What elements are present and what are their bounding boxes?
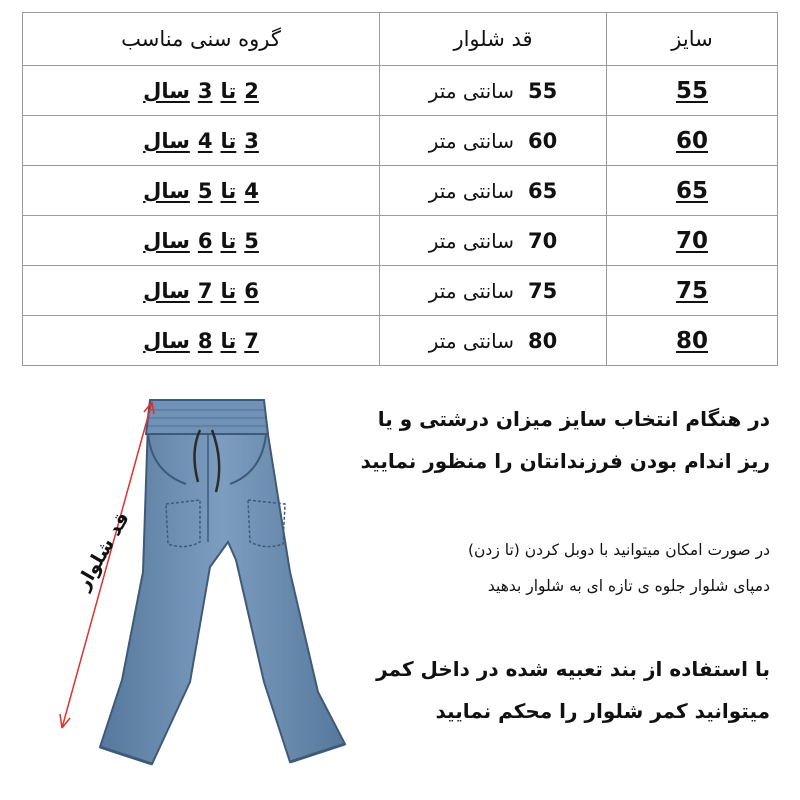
size-value: 70 (675, 227, 708, 254)
length-unit: سانتی متر (428, 278, 515, 303)
age-to-word: تا (220, 228, 237, 253)
age-unit: سال (143, 228, 190, 253)
size-value: 75 (675, 277, 708, 304)
age-to-word: تا (220, 128, 237, 153)
size-value: 55 (675, 77, 708, 104)
age-to: 4 (197, 128, 213, 153)
note-cuff-fold (468, 532, 770, 604)
age-cell (23, 116, 380, 166)
table-row (23, 316, 778, 366)
length-value: 70 (528, 228, 558, 253)
size-cell (607, 316, 778, 366)
note-size-selection (361, 398, 770, 482)
table-header-row (23, 13, 778, 66)
size-cell (607, 166, 778, 216)
length-cell (380, 216, 607, 266)
age-cell (23, 66, 380, 116)
table-row (23, 166, 778, 216)
age-from: 3 (244, 128, 259, 153)
note-line: دمپای شلوار جلوه ی تازه ای به شلوار بدهید (487, 577, 770, 595)
length-value: 80 (528, 328, 558, 353)
length-unit: سانتی متر (428, 328, 515, 353)
size-cell (607, 266, 778, 316)
age-unit: سال (143, 278, 190, 303)
age-unit: سال (143, 178, 190, 203)
table-body (23, 66, 778, 366)
length-unit: سانتی متر (428, 78, 515, 103)
note-line: میتوانید کمر شلوار را محکم نمایید (435, 699, 770, 723)
size-value: 65 (675, 177, 708, 204)
note-waist-drawstring (376, 648, 770, 732)
age-cell (23, 166, 380, 216)
header-age: گروه سنی مناسب (23, 13, 380, 66)
table-row (23, 116, 778, 166)
age-to-word: تا (220, 78, 237, 103)
age-to-word: تا (220, 328, 237, 353)
age-to-word: تا (220, 278, 237, 303)
header-size: سایز (607, 13, 778, 66)
age-cell (23, 216, 380, 266)
age-to: 8 (197, 328, 213, 353)
length-value: 60 (528, 128, 558, 153)
age-unit: سال (143, 78, 190, 103)
length-cell (380, 316, 607, 366)
age-from: 4 (244, 178, 259, 203)
size-cell (607, 216, 778, 266)
table-row (23, 266, 778, 316)
age-from: 6 (244, 278, 259, 303)
length-cell (380, 116, 607, 166)
age-from: 7 (244, 328, 259, 353)
length-unit: سانتی متر (428, 228, 515, 253)
waistband (146, 400, 268, 434)
table-row (23, 216, 778, 266)
size-cell (607, 116, 778, 166)
age-cell (23, 316, 380, 366)
length-cell (380, 266, 607, 316)
note-line: در صورت امکان میتوانید با دوبل کردن (تا زدن) (467, 541, 770, 559)
age-cell (23, 266, 380, 316)
length-unit: سانتی متر (428, 128, 515, 153)
size-value: 60 (675, 127, 708, 154)
length-cell (380, 66, 607, 116)
age-to: 5 (197, 178, 213, 203)
size-value: 80 (675, 327, 708, 354)
size-chart-table (22, 12, 778, 366)
size-cell (607, 66, 778, 116)
age-to: 3 (197, 78, 213, 103)
length-value: 55 (528, 78, 558, 103)
length-value: 65 (528, 178, 558, 203)
age-unit: سال (143, 328, 190, 353)
note-line: ریز اندام بودن فرزندانتان را منظور نمایید (360, 449, 770, 473)
age-to-word: تا (220, 178, 237, 203)
length-cell (380, 166, 607, 216)
table-row (23, 66, 778, 116)
age-from: 2 (244, 78, 259, 103)
note-line: در هنگام انتخاب سایز میزان درشتی و یا (377, 407, 770, 431)
pants-length-label: قد شلوار (71, 508, 134, 594)
age-unit: سال (143, 128, 190, 153)
header-length: قد شلوار (380, 13, 607, 66)
note-line: با استفاده از بند تعبیه شده در داخل کمر (376, 657, 770, 681)
length-value: 75 (528, 278, 558, 303)
age-from: 5 (244, 228, 259, 253)
age-to: 6 (197, 228, 213, 253)
age-to: 7 (197, 278, 213, 303)
length-unit: سانتی متر (428, 178, 515, 203)
